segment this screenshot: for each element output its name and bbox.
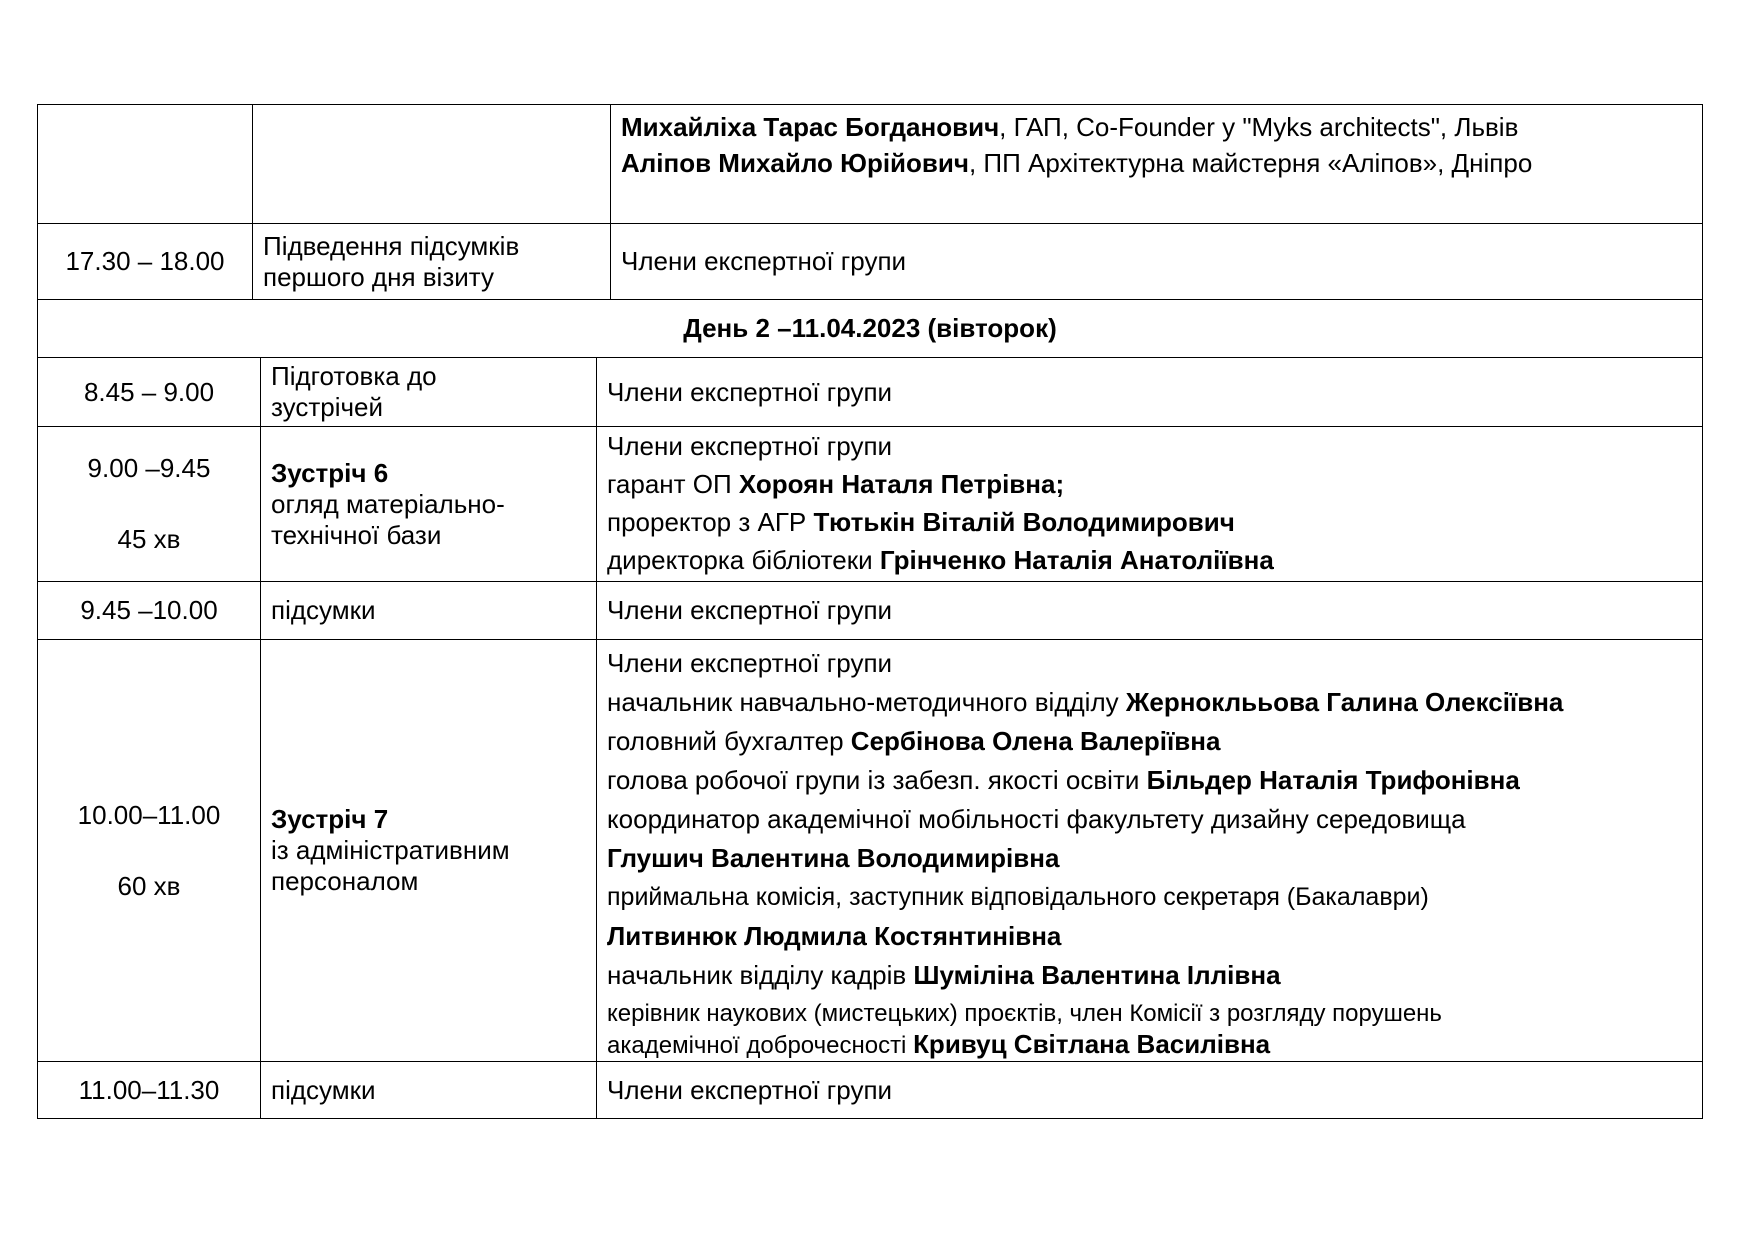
- day-header: День 2 –11.04.2023 (вівторок): [683, 313, 1057, 343]
- participants-cell: Члени експертної групи: [607, 1074, 893, 1105]
- activity-cell: Підведення підсумків першого дня візиту: [263, 230, 520, 292]
- table-row: [37, 427, 1703, 582]
- time-cell: 9.45 –10.00: [80, 595, 218, 625]
- time-cell: 8.45 – 9.00: [83, 376, 215, 407]
- participants-cell: Члени експертної групи: [621, 246, 907, 276]
- participant-line: начальник навчально-методичного відділу Жерноклььова Галина Олексіївна: [607, 687, 1564, 717]
- participant-line: проректор з АГР Тютькін Віталій Володимирович: [607, 507, 1235, 537]
- table-row: [37, 358, 1703, 427]
- activity-cell: підсумки: [271, 1074, 376, 1105]
- table-row: [37, 582, 1703, 640]
- participant-line: керівник наукових (мистецьких) проєктів, член Комісії з розгляду порушень: [607, 1000, 1442, 1027]
- participant-line: Михайліха Тарас Богданович, ГАП, Co-Founder у "Myks architects", Львів: [621, 112, 1519, 142]
- day-header-row: [37, 300, 1703, 358]
- duration: 45 хв: [117, 524, 181, 554]
- participants-cell: Члени експертної групи: [607, 376, 893, 407]
- participants-cell: [610, 105, 1702, 223]
- time-cell: 11.00–11.30: [78, 1074, 220, 1105]
- table-row: [37, 104, 1703, 224]
- participant-line: директорка бібліотеки Грінченко Наталія Анатоліївна: [607, 545, 1274, 575]
- meeting-title: Зустріч 6: [271, 457, 389, 488]
- meeting-title: Зустріч 7: [271, 804, 389, 834]
- participants-cell: Члени експертної групи: [607, 595, 893, 625]
- participant-line: координатор академічної мобільності факультету дизайну середовища: [607, 804, 1466, 834]
- participant-line: Члени експертної групи: [607, 431, 893, 461]
- participants-cell: [596, 427, 1702, 581]
- activity-cell: підсумки: [271, 595, 376, 625]
- table-row: [37, 224, 1703, 300]
- participant-line: Члени експертної групи: [607, 648, 893, 678]
- participants-cell: [596, 640, 1702, 1061]
- duration: 60 хв: [117, 870, 181, 901]
- activity-cell: Зустріч 6 огляд матеріально- технічної бази: [260, 427, 596, 581]
- activity-cell: Підготовка до зустрічей: [271, 361, 437, 422]
- time-cell: 17.30 – 18.00: [65, 246, 225, 276]
- schedule-table: [37, 104, 1703, 1119]
- participant-line: гарант ОП Хороян Наталя Петрівна;: [607, 469, 1065, 499]
- participant-line: академічної доброчесності Кривуц Світлана Василівна: [607, 1029, 1271, 1059]
- table-row: [37, 640, 1703, 1062]
- activity-cell: Зустріч 7 із адміністративним персоналом: [260, 640, 596, 1061]
- time-cell: 9.00 –9.45 45 хв: [87, 453, 211, 554]
- participant-line: Литвинюк Людмила Костянтинівна: [607, 921, 1062, 951]
- participant-line: начальник відділу кадрів Шуміліна Валентина Іллівна: [607, 960, 1281, 990]
- participant-line: приймальна комісія, заступник відповідального секретаря (Бакалаври): [607, 883, 1429, 911]
- participant-line: Аліпов Михайло Юрійович, ПП Архітектурна майстерня «Аліпов», Дніпро: [621, 148, 1533, 178]
- table-row: [37, 1062, 1703, 1119]
- time-cell: 10.00–11.00 60 хв: [77, 799, 221, 901]
- participant-line: головний бухгалтер Сербінова Олена Валеріївна: [607, 726, 1221, 756]
- participant-line: голова робочої групи із забезп. якості освіти Більдер Наталія Трифонівна: [607, 765, 1520, 795]
- participant-line: Глушич Валентина Володимирівна: [607, 843, 1060, 873]
